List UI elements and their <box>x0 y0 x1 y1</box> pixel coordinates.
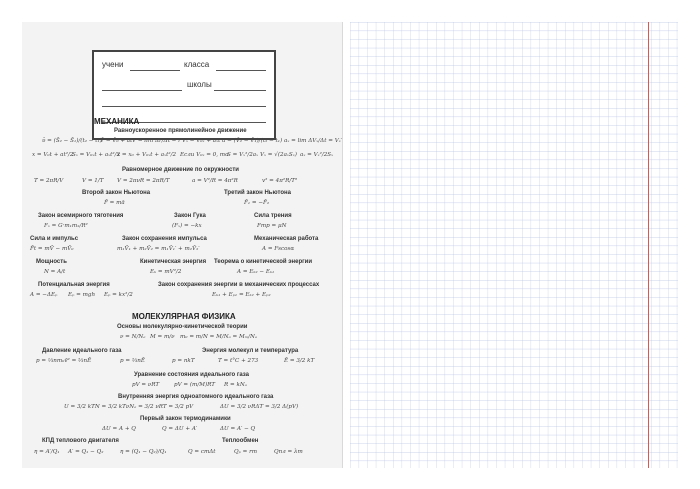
formula: Eₖ₁ + Eₚ₁ = Eₖ₂ + Eₚ₂ <box>212 292 271 298</box>
formula: A = Fscosα <box>262 246 295 252</box>
sub-newton3: Третий закон Ньютона <box>224 190 291 196</box>
sub-circular: Равномерное движение по окружности <box>122 167 239 173</box>
school-line <box>214 90 266 91</box>
formula: η = A′/Q₁ <box>34 449 60 455</box>
label-box <box>92 50 276 140</box>
formula: F̄t = mV̄ − mV̄₀ <box>30 246 74 252</box>
sub-potential: Потенциальная энергия <box>38 282 110 288</box>
sub-kinetic-theorem: Теорема о кинетической энергии <box>214 259 313 265</box>
sub-energy-temp: Энергия молекул и температура <box>202 348 299 354</box>
sub-first-law: Первый закон термодинамики <box>140 416 231 422</box>
formula: x = x₀ + V₀ₓt + aₓt²/2 <box>117 152 177 158</box>
formula: T = t°C + 273 <box>218 358 259 364</box>
sub-uniform-accel: Равноускоренное прямолинейное движение <box>114 128 247 134</box>
mechanics-title: МЕХАНИКА <box>94 117 140 126</box>
formula: Fₓ = G·m₁m₂/R² <box>44 223 88 229</box>
formula: ῡ = (S̄₂ − S̄₁)/(t₂ − t₁) <box>42 138 102 144</box>
sub-energy-conservation: Закон сохранения энергии в механических процессах <box>158 282 320 288</box>
formula: ā = (V̄₂ − V̄₁)/(t₂ − t₁) <box>222 138 283 144</box>
class-line <box>216 70 266 71</box>
formula: R = kNₐ <box>224 382 247 388</box>
formula: Fтр = μN <box>257 223 287 229</box>
sub-mech-work: Механическая работа <box>254 236 319 242</box>
sub-friction: Сила трения <box>254 213 292 219</box>
blank-line-1 <box>102 90 182 91</box>
sub-gravitation: Закон всемирного тяготения <box>38 213 124 219</box>
formula: p = ⅓nm₀v̄² = ⅔nĒ <box>36 358 92 364</box>
formula: A = −ΔEₚ <box>30 292 58 298</box>
sub-newton2: Второй закон Ньютона <box>82 190 151 196</box>
formula: m₁V̄₁ + m₂V̄₂ = m₁V̄₁′ + m₂V̄₂′ <box>117 246 200 252</box>
formula: m₀ = m/N = M/Nₐ = Mₘ/Nₐ <box>180 334 258 340</box>
formula: Qпл = λm <box>274 449 303 455</box>
formula: F̄ = mā <box>104 200 125 206</box>
formula: (Fₓ) = −kx <box>172 223 202 229</box>
sub-efficiency: КПД теплового двигателя <box>42 438 119 444</box>
formula: T = 2πR/V <box>34 178 64 184</box>
sub-mkt: Основы молекулярно-кинетической теории <box>117 324 248 330</box>
formula: Eₚ = mgh <box>68 292 96 298</box>
formula: V = 1/T <box>82 178 104 184</box>
sub-internal-energy: Внутренняя энергия одноатомного идеального газа <box>118 394 274 400</box>
pupil-line <box>130 70 180 71</box>
formula: Vₓ = √(2aₓSₓ) <box>260 152 297 158</box>
formula: p = ⅔nĒ <box>120 358 145 364</box>
formula: ΔU = 3/2 νRΔT = 3/2 Δ(pV) <box>220 404 299 410</box>
left-page <box>22 22 343 468</box>
margin-line <box>648 22 649 468</box>
right-page-grid <box>350 22 678 468</box>
sub-state-equation: Уравнение состояния идеального газа <box>134 372 250 378</box>
formula: pV = νRT <box>132 382 160 388</box>
formula: Q = ΔU + A′ <box>162 426 198 432</box>
formula: x = V₀t + at²/2 <box>32 152 74 158</box>
class-label: класса <box>184 60 210 69</box>
sub-heat-exchange: Теплообмен <box>222 438 259 444</box>
sub-force-impulse: Сила и импульс <box>30 236 79 242</box>
formula: Eₖ = mV²/2 <box>150 269 182 275</box>
formula: Qₚ = rm <box>234 449 258 455</box>
formula: V = 2πνR = 2πR/T <box>117 178 170 184</box>
formula: η = (Q₁ − Q₂)/Q₁ <box>120 449 167 455</box>
formula: N = A/t <box>44 269 66 275</box>
sub-gas-pressure: Давление идеального газа <box>42 348 122 354</box>
formula: aₓ = lim ΔVₓ/Δt = Vₓ′ <box>284 138 342 144</box>
formula: Sₓ = V₀ₓt + aₓt²/2 <box>72 152 121 158</box>
formula: a = V²/R = 4π²R <box>192 178 238 184</box>
formula: A′ = Q₁ − Q₂ <box>68 449 104 455</box>
sub-power: Мощность <box>36 259 67 265</box>
graph-grid <box>350 22 678 468</box>
formula: F̄₁ = −F̄₂ <box>244 200 270 206</box>
formula: Ē = 3/2 kT <box>284 358 315 364</box>
formula: pV = (m/M)RT <box>174 382 215 388</box>
molecular-title: МОЛЕКУЛЯРНАЯ ФИЗИКА <box>132 312 236 321</box>
sub-kinetic: Кинетическая энергия <box>140 259 207 265</box>
formula: p = nkT <box>172 358 195 364</box>
sub-hooke: Закон Гука <box>174 213 206 219</box>
formula: V̄ = V̄₀ + āt <box>100 138 133 144</box>
formula: Eₚ = kx²/2 <box>104 292 133 298</box>
formula: S = Vₓ²/2aₓ <box>227 152 259 158</box>
formula: ΔU = A′ − Q <box>220 426 256 432</box>
formula: Q = cmΔt <box>188 449 216 455</box>
formula: aₓ = Vₓ²/2Sₓ <box>300 152 334 158</box>
sub-momentum-conservation: Закон сохранения импульса <box>122 236 207 242</box>
blank-line-2 <box>102 106 266 107</box>
formula: V = lim Δr/Δt = r′ <box>132 138 183 144</box>
formula: A = Eₖ₂ − Eₖ₁ <box>237 269 275 275</box>
formula: Vₓ = V₀ₓ + aₓt <box>182 138 221 144</box>
formula: v² = 4π²R/T² <box>262 178 298 184</box>
formula: ν = N/Nₐ <box>120 334 146 340</box>
formula: M = m/ν <box>150 334 175 340</box>
pupil-label: учени <box>102 60 124 69</box>
formula: Если V₀ₓ = 0, то <box>180 152 229 158</box>
formula: ΔU = A + Q <box>102 426 136 432</box>
school-label: школы <box>187 80 212 89</box>
formula: U = 3/2 kTN = 3/2 kTνNₐ = 3/2 νRT = 3/2 pV <box>64 404 194 410</box>
